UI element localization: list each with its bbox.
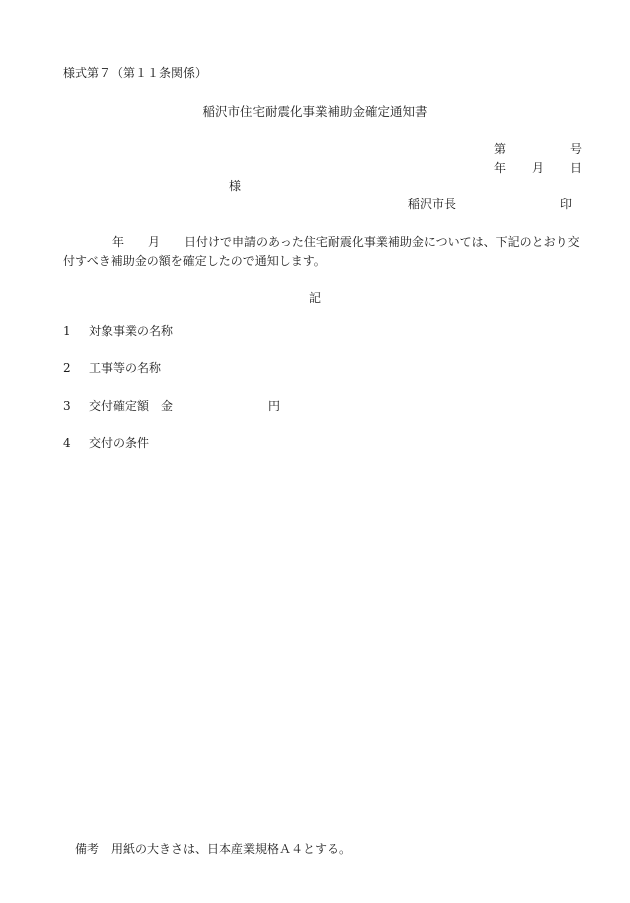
document-number: [494, 140, 582, 159]
date-year: 年: [494, 161, 507, 175]
issuer-seal: 印: [559, 197, 572, 211]
date-month: 月: [531, 161, 544, 175]
ki-heading: 記: [308, 291, 321, 305]
issue-date: [494, 159, 582, 178]
amount-unit: 円: [268, 399, 281, 413]
item-number: 4: [63, 436, 71, 450]
recipient-suffix: 様: [229, 179, 242, 193]
item-target-project: [63, 322, 173, 341]
item-label: 交付の条件: [89, 436, 150, 450]
item-conditions: [63, 434, 149, 453]
date-day: 日: [569, 161, 582, 175]
item-number: 1: [63, 324, 71, 338]
item-label: 交付確定額 金: [89, 399, 174, 413]
item-number: 3: [63, 399, 71, 413]
issuer-name: 稲沢市長: [408, 197, 457, 211]
item-label: 工事等の名称: [89, 361, 162, 375]
item-confirmed-amount: [63, 397, 280, 416]
issuer: [408, 195, 572, 214]
number-suffix: 号: [569, 142, 582, 156]
document-title: 稲沢市住宅耐震化事業補助金確定通知書: [202, 104, 428, 119]
item-construction-name: [63, 359, 161, 378]
form-label: 様式第７（第１１条関係）: [63, 66, 208, 80]
number-prefix: 第: [494, 142, 507, 156]
item-label: 対象事業の名称: [89, 324, 174, 338]
item-number: 2: [63, 361, 71, 375]
footnote: 備考 用紙の大きさは、日本産業規格Ａ４とする。: [75, 842, 352, 856]
body-paragraph: 年 月 日付けで申請のあった住宅耐震化事業補助金については、下記のとおり交付すべき補助金の額を確定したので通知します。: [63, 235, 580, 268]
